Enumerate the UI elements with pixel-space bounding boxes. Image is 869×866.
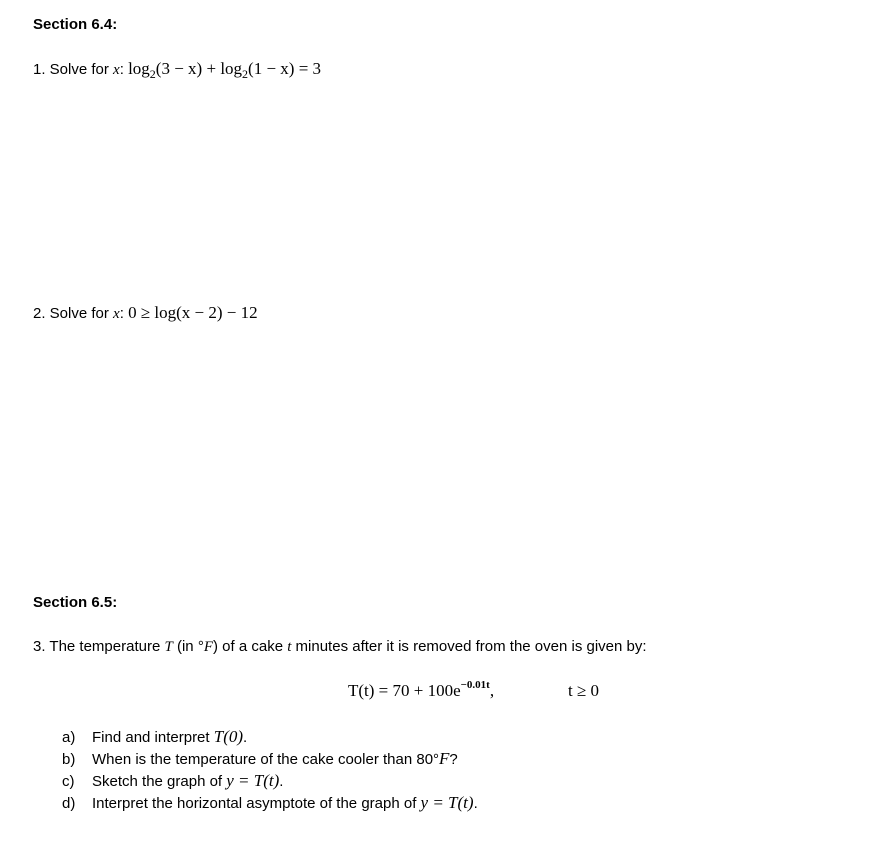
part-a bbox=[62, 727, 247, 747]
part-c-label: c) bbox=[62, 773, 75, 790]
problem-2-colon: : bbox=[119, 305, 129, 322]
part-b-tail: ? bbox=[449, 751, 458, 768]
part-a-math: T(0) bbox=[213, 727, 244, 746]
log-1-base: 2 bbox=[149, 67, 156, 81]
section-6-5-heading: Section 6.5: bbox=[33, 594, 118, 611]
time-symbol: t bbox=[287, 639, 292, 655]
part-b-math: F bbox=[439, 749, 450, 768]
log-2-arg: (1 − x) bbox=[248, 59, 295, 78]
problem-3-text-2: ) of a cake bbox=[213, 638, 288, 655]
part-c bbox=[62, 771, 283, 791]
log-1-arg: (3 − x) bbox=[155, 59, 203, 78]
part-a-tail: . bbox=[243, 729, 248, 746]
part-a-text: Find and interpret bbox=[92, 729, 214, 746]
section-6-4-heading: Section 6.4: bbox=[33, 16, 118, 33]
part-d-text: Interpret the horizontal asymptote of the graph of bbox=[92, 795, 421, 812]
problem-1-colon: : bbox=[119, 61, 129, 78]
problem-1 bbox=[33, 59, 321, 79]
log-2: log bbox=[220, 59, 243, 78]
part-c-math: y = T(t) bbox=[226, 771, 280, 790]
formula-comma: , bbox=[489, 681, 495, 700]
part-d-label: d) bbox=[62, 795, 76, 812]
part-c-text: Sketch the graph of bbox=[92, 773, 227, 790]
part-b-text: When is the temperature of the cake cooler than 80° bbox=[92, 751, 440, 768]
part-d bbox=[62, 793, 478, 813]
problem-1-prefix: 1. Solve for bbox=[33, 61, 114, 78]
log-2-base: 2 bbox=[242, 67, 249, 81]
fahrenheit-symbol: F bbox=[203, 639, 213, 655]
problem-2-var: x bbox=[113, 306, 120, 322]
problem-2 bbox=[33, 303, 258, 323]
problem-3-intro bbox=[33, 638, 647, 656]
part-d-math: y = T(t) bbox=[420, 793, 474, 812]
problem-1-equation bbox=[128, 59, 322, 81]
problem-1-var: x bbox=[113, 62, 120, 78]
part-d-tail: . bbox=[473, 795, 478, 812]
temperature-symbol: T bbox=[164, 639, 173, 655]
plus-sign: + bbox=[202, 59, 221, 78]
problem-3-unit: (in ° bbox=[172, 638, 204, 655]
formula-domain: t ≥ 0 bbox=[568, 681, 600, 700]
part-b-label: b) bbox=[62, 751, 76, 768]
part-b bbox=[62, 749, 458, 769]
part-c-tail: . bbox=[279, 773, 284, 790]
temperature-formula bbox=[348, 681, 494, 701]
problem-3-text-3: minutes after it is removed from the oven is given by: bbox=[291, 638, 647, 655]
formula-body: T(t) = 70 + 100e bbox=[348, 681, 461, 700]
formula-exponent: −0.01t bbox=[460, 679, 490, 691]
problem-2-prefix: 2. Solve for bbox=[33, 305, 114, 322]
equals-rhs: = 3 bbox=[294, 59, 322, 78]
log-1: log bbox=[128, 59, 150, 78]
part-a-label: a) bbox=[62, 729, 76, 746]
problem-2-inequality: 0 ≥ log(x − 2) − 12 bbox=[128, 303, 258, 322]
problem-3-text-1: 3. The temperature bbox=[33, 638, 165, 655]
